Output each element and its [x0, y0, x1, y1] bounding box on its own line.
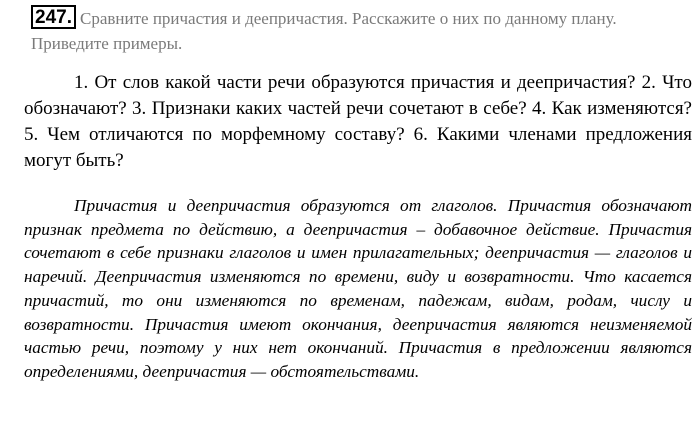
question-plan: 1. От слов какой части речи образуются причастия и деепричастия? 2. Что обозначают? 3. Признаки каких частей речи сочетают в себе? 4. Как изменяются? 5. Чем отличаются по морфемному составу? 6. Какими членами предложения могут быть?: [24, 72, 692, 171]
task-header: [31, 5, 691, 56]
task-number: 247.: [31, 5, 76, 29]
answer-text: Причастия и деепричастия образуются от глаголов. Причастия обозначают признак предмета по действию, а деепричастия – добавочное действие. Причастия сочетают в себе признаки глаголов и имен прилагательных; деепричастия — глаголов и наречий. Деепричастия изменяются по времени, виду и возвратности. Что касается причастий, то они изменяются по временам, падежам, видам, родам, числу и возвратности. Причастия имеют окончания, деепричастия являются неизменяемой частью речи, поэтому у них нет окончаний. Причастия в предложении являются определениями, деепричастия — обстоятельствами.: [24, 196, 692, 381]
task-instruction: Сравните причастия и деепричастия. Расскажите о них по данному плану. Приведите примеры.: [31, 9, 617, 53]
